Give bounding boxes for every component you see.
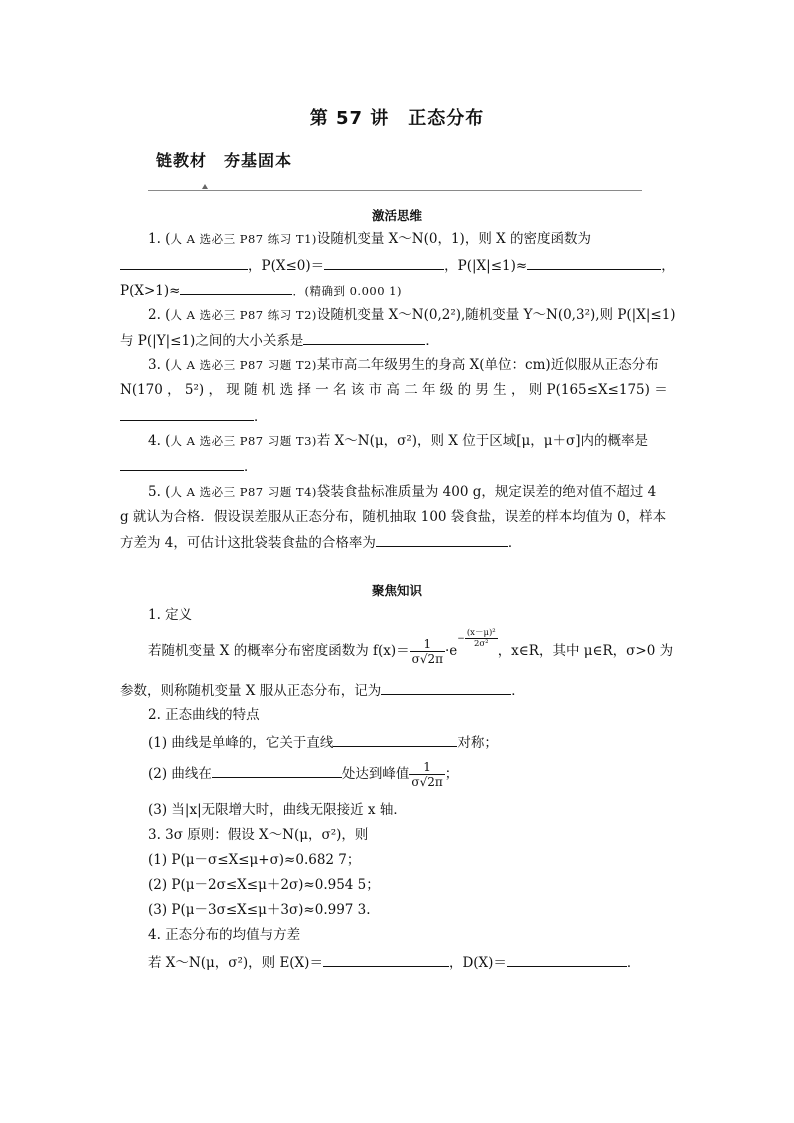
question-2-line-2 [120, 331, 439, 350]
question-2-source: 人 A 选必三 P87 练习 T2) [170, 308, 317, 322]
mean-variance-end: ． [626, 955, 641, 971]
curve-feature-3: (3) 当|x|无限增大时，曲线无限接近 x 轴． [148, 802, 407, 818]
variance-text: ，D(X)＝ [448, 955, 507, 971]
question-3-line-3 [120, 407, 268, 426]
mean-text: 若 X～N(μ，σ²)，则 E(X)＝ [148, 955, 323, 971]
three-sigma-rule-1: (1) P(μ－σ≤X≤μ+σ)≈0.682 7； [148, 852, 361, 868]
question-3-text: 某市高二年级男生的身高 X(单位：cm)近似服从正态分布 [316, 357, 659, 373]
exponent-denominator: 2σ² [465, 638, 498, 649]
question-3-number: 3. ( [148, 357, 171, 373]
fraction-numerator: 1 [423, 637, 432, 651]
answer-blank[interactable] [527, 256, 661, 270]
question-5-line-3 [120, 533, 521, 552]
exponential-base: ·e [445, 643, 458, 659]
question-5-number: 5. ( [148, 484, 171, 500]
answer-blank[interactable] [507, 953, 627, 967]
answer-blank[interactable] [323, 953, 449, 967]
question-1-number: 1. ( [148, 231, 171, 247]
answer-blank[interactable] [376, 533, 508, 547]
section-heading-activate: 激活思维 [371, 208, 422, 223]
question-3-line-2 [120, 381, 668, 399]
exponent: − (x－μ)² 2σ² [457, 628, 496, 649]
question-2-text-2: 与 P(|Y|≤1)之间的大小关系是 [120, 333, 304, 349]
question-5-line-2 [120, 508, 666, 526]
three-sigma-rule-2: (2) P(μ－2σ≤X≤μ＋2σ)≈0.954 5； [148, 877, 380, 893]
peak-denominator: σ√2π [411, 775, 443, 789]
answer-blank[interactable] [324, 256, 444, 270]
section-subtitle: 链教材 夯基固本 [156, 151, 293, 170]
fraction-denominator: σ√2π [411, 652, 443, 666]
knowledge-1-heading: 1. 定义 [148, 607, 193, 623]
answer-blank[interactable] [212, 764, 342, 778]
question-5-text-2: g 就认为合格．假设误差服从正态分布，随机抽取 100 袋食盐，误差的样本均值为 0，样本 [120, 509, 667, 525]
question-1-text: 设随机变量 X～N(0，1)，则 X 的密度函数为 [316, 231, 592, 247]
exponent-fraction [465, 628, 498, 649]
question-4-line-1 [148, 432, 648, 450]
peak-fraction [409, 760, 444, 789]
question-1-note: ．(精确到 0.000 1) [292, 284, 402, 298]
section-heading-knowledge: 聚焦知识 [371, 583, 422, 598]
question-1-source: 人 A 选必三 P87 练习 T1) [170, 232, 317, 246]
question-5-end: ． [507, 535, 522, 551]
knowledge-1-definition [148, 628, 674, 668]
curve-feature-2 [148, 760, 458, 789]
answer-blank[interactable] [303, 331, 425, 345]
feature-2-text: (2) 曲线在 [148, 766, 212, 782]
question-4-end: ． [244, 459, 258, 475]
answer-blank[interactable] [120, 256, 248, 270]
page-title: 第 57 讲 正态分布 [309, 108, 485, 129]
answer-blank[interactable] [120, 407, 254, 421]
question-1-comma: ， [661, 258, 675, 274]
question-2-number: 2. ( [148, 307, 171, 323]
question-1-line-3 [120, 281, 402, 300]
question-3-source: 人 A 选必三 P87 习题 T2) [170, 358, 317, 372]
question-1-p-abs: ，P(|X|≤1)≈ [444, 258, 528, 274]
question-4-line-2 [120, 457, 258, 476]
feature-2-text-2: 处达到峰值 [341, 766, 410, 782]
feature-1-end: 对称； [457, 735, 498, 751]
question-1-p-gt1: P(X>1)≈ [120, 283, 181, 299]
density-fraction [410, 637, 445, 666]
answer-blank[interactable] [180, 281, 292, 295]
question-4-source: 人 A 选必三 P87 习题 T3) [170, 434, 317, 448]
divider-line [148, 190, 642, 191]
definition-text-3: 参数，则称随机变量 X 服从正态分布，记为 [120, 683, 382, 699]
curve-feature-1 [148, 733, 498, 752]
question-3-text-2: N(170 ， 5²) ， 现 随 机 选 择 一 名 该 市 高 二 年 级 的 男 生 ， 则 P(165≤X≤175) ＝ [120, 382, 668, 398]
question-5-text: 袋装食盐标准质量为 400 g，规定误差的绝对值不超过 4 [316, 484, 657, 500]
knowledge-1-line-2 [120, 681, 525, 700]
three-sigma-rule-3: (3) P(μ－3σ≤X≤μ＋3σ)≈0.997 3. [148, 902, 371, 918]
mean-variance-line [148, 953, 640, 972]
question-2-text: 设随机变量 X～N(0,2²),随机变量 Y～N(0,3²),则 P(|X|≤1) [316, 307, 676, 323]
knowledge-2-heading: 2. 正态曲线的特点 [148, 707, 260, 723]
knowledge-3-heading: 3. 3σ 原则：假设 X～N(μ，σ²)，则 [148, 827, 369, 843]
answer-blank[interactable] [120, 457, 244, 471]
question-3-end: ． [254, 409, 268, 425]
definition-end: ． [511, 683, 525, 699]
divider-marker-icon [202, 184, 208, 189]
question-3-line-1 [148, 356, 659, 374]
question-2-line-1 [148, 306, 676, 324]
feature-1-text: (1) 曲线是单峰的，它关于直线 [148, 735, 334, 751]
peak-numerator: 1 [423, 760, 431, 774]
knowledge-4-heading: 4. 正态分布的均值与方差 [148, 927, 301, 943]
question-5-line-1 [148, 483, 656, 501]
feature-2-end: ； [444, 766, 459, 782]
definition-text-2: ，x∈R，其中 μ∈R，σ>0 为 [497, 643, 674, 659]
answer-blank[interactable] [381, 681, 511, 695]
question-4-number: 4. ( [148, 433, 171, 449]
question-1-line-1 [148, 230, 591, 248]
question-5-source: 人 A 选必三 P87 习题 T4) [170, 485, 317, 499]
question-1-p-le0: ，P(X≤0)＝ [248, 258, 325, 274]
exponent-numerator: (x－μ)² [466, 628, 496, 638]
question-2-end: ． [425, 333, 439, 349]
definition-text: 若随机变量 X 的概率分布密度函数为 f(x)＝ [148, 643, 410, 659]
answer-blank[interactable] [333, 733, 457, 747]
question-4-text: 若 X～N(μ，σ²)，则 X 位于区域[μ，μ＋σ]内的概率是 [316, 433, 649, 449]
question-5-text-3: 方差为 4，可估计这批袋装食盐的合格率为 [120, 535, 376, 551]
question-1-line-2 [120, 256, 675, 275]
